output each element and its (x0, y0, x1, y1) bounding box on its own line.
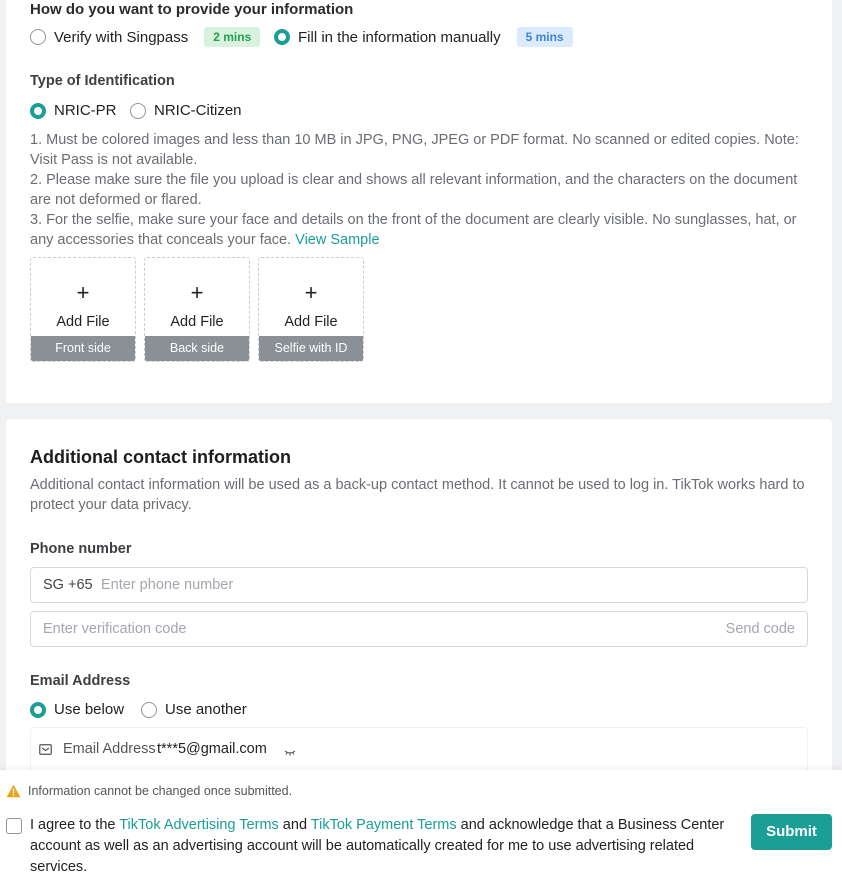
email-field-label: Email Address (63, 741, 156, 757)
phone-placeholder: Enter phone number (101, 577, 234, 593)
method-manual[interactable] (274, 27, 573, 47)
radio-use-another[interactable] (141, 702, 157, 718)
note-1: 1. Must be colored images and less than 10 MB in JPG, PNG, JPEG or PDF format. No scanned or edited copies. Note: Visit Pass is not available. (30, 132, 799, 168)
radio-nric-pr[interactable] (30, 103, 46, 119)
upload-front-side[interactable] (30, 257, 136, 362)
add-file-label: Add File (284, 314, 338, 330)
email-value: t***5@gmail.com (157, 741, 267, 757)
verification-code-input[interactable] (30, 611, 808, 647)
plus-icon: + (304, 280, 318, 305)
id-type-nric-citizen[interactable] (130, 102, 242, 119)
plus-icon: + (190, 280, 204, 305)
send-code-button[interactable]: Send code (725, 621, 795, 637)
id-type-title: Type of Identification (30, 73, 175, 89)
agree-prefix: I agree to the (30, 817, 120, 833)
phone-label: Phone number (30, 541, 132, 557)
email-use-below[interactable] (30, 701, 124, 718)
agree-and: and (278, 817, 311, 833)
advertising-terms-link[interactable]: TikTok Advertising Terms (119, 817, 279, 833)
id-type-nric-pr[interactable] (30, 102, 117, 119)
upload-requirements (30, 130, 805, 250)
plus-icon: + (76, 280, 90, 305)
use-another-label: Use another (165, 701, 247, 718)
nric-pr-label: NRIC-PR (54, 102, 117, 119)
eye-closed-icon[interactable] (284, 744, 296, 762)
view-sample-link[interactable]: View Sample (295, 232, 380, 248)
note-3 (30, 210, 805, 250)
method-singpass-label: Verify with Singpass (54, 28, 189, 46)
upload-selfie-with-id[interactable] (258, 257, 364, 362)
contact-description: Additional contact information will be used as a back-up contact method. It cannot be used to log in. TikTok works hard to protect your data privacy. (30, 477, 805, 513)
add-file-label: Add File (56, 314, 110, 330)
code-placeholder: Enter verification code (43, 621, 187, 637)
mail-icon (39, 742, 52, 760)
warning-text: Information cannot be changed once submitted. (28, 784, 293, 798)
upload-back-side[interactable] (144, 257, 250, 362)
agree-suffix: and acknowledge that a Business Center account as well as an advertising account will be automatically created for me to use advertising related services. (30, 817, 725, 875)
use-below-label: Use below (54, 701, 125, 718)
nric-citizen-label: NRIC-Citizen (154, 102, 242, 119)
phone-country-prefix[interactable]: SG +65 (43, 577, 93, 593)
agree-checkbox[interactable] (6, 818, 22, 834)
note-3-text: 3. For the selfie, make sure your face and details on the front of the document are clearly visible. No sunglasses, hat, or any accessories that conceals your face. (30, 212, 797, 248)
radio-nric-citizen[interactable] (130, 103, 146, 119)
payment-terms-link[interactable]: TikTok Payment Terms (310, 817, 457, 833)
contact-title: Additional contact information (30, 447, 291, 467)
upload-caption: Selfie with ID (259, 336, 363, 361)
warning-message (6, 784, 292, 798)
radio-manual[interactable] (274, 29, 290, 45)
provide-info-question: How do you want to provide your information (30, 1, 354, 18)
submit-bar (0, 770, 842, 890)
submit-button[interactable]: Submit (751, 814, 832, 850)
method-manual-label: Fill in the information manually (298, 28, 501, 46)
phone-input[interactable] (30, 567, 808, 603)
agreement-text (30, 815, 730, 878)
note-2: 2. Please make sure the file you upload is clear and shows all relevant information, and the characters on the document are not deformed or flared. (30, 172, 798, 208)
upload-caption: Back side (145, 336, 249, 361)
add-file-label: Add File (170, 314, 224, 330)
singpass-time-badge: 2 mins (204, 27, 260, 47)
radio-use-below[interactable] (30, 702, 46, 718)
upload-caption: Front side (31, 336, 135, 361)
manual-time-badge: 5 mins (517, 27, 573, 47)
radio-singpass[interactable] (30, 29, 46, 45)
warning-icon (6, 784, 21, 798)
email-label: Email Address (30, 673, 131, 689)
identity-card (6, 0, 832, 403)
email-use-another[interactable] (141, 701, 247, 718)
method-singpass[interactable] (30, 27, 260, 47)
